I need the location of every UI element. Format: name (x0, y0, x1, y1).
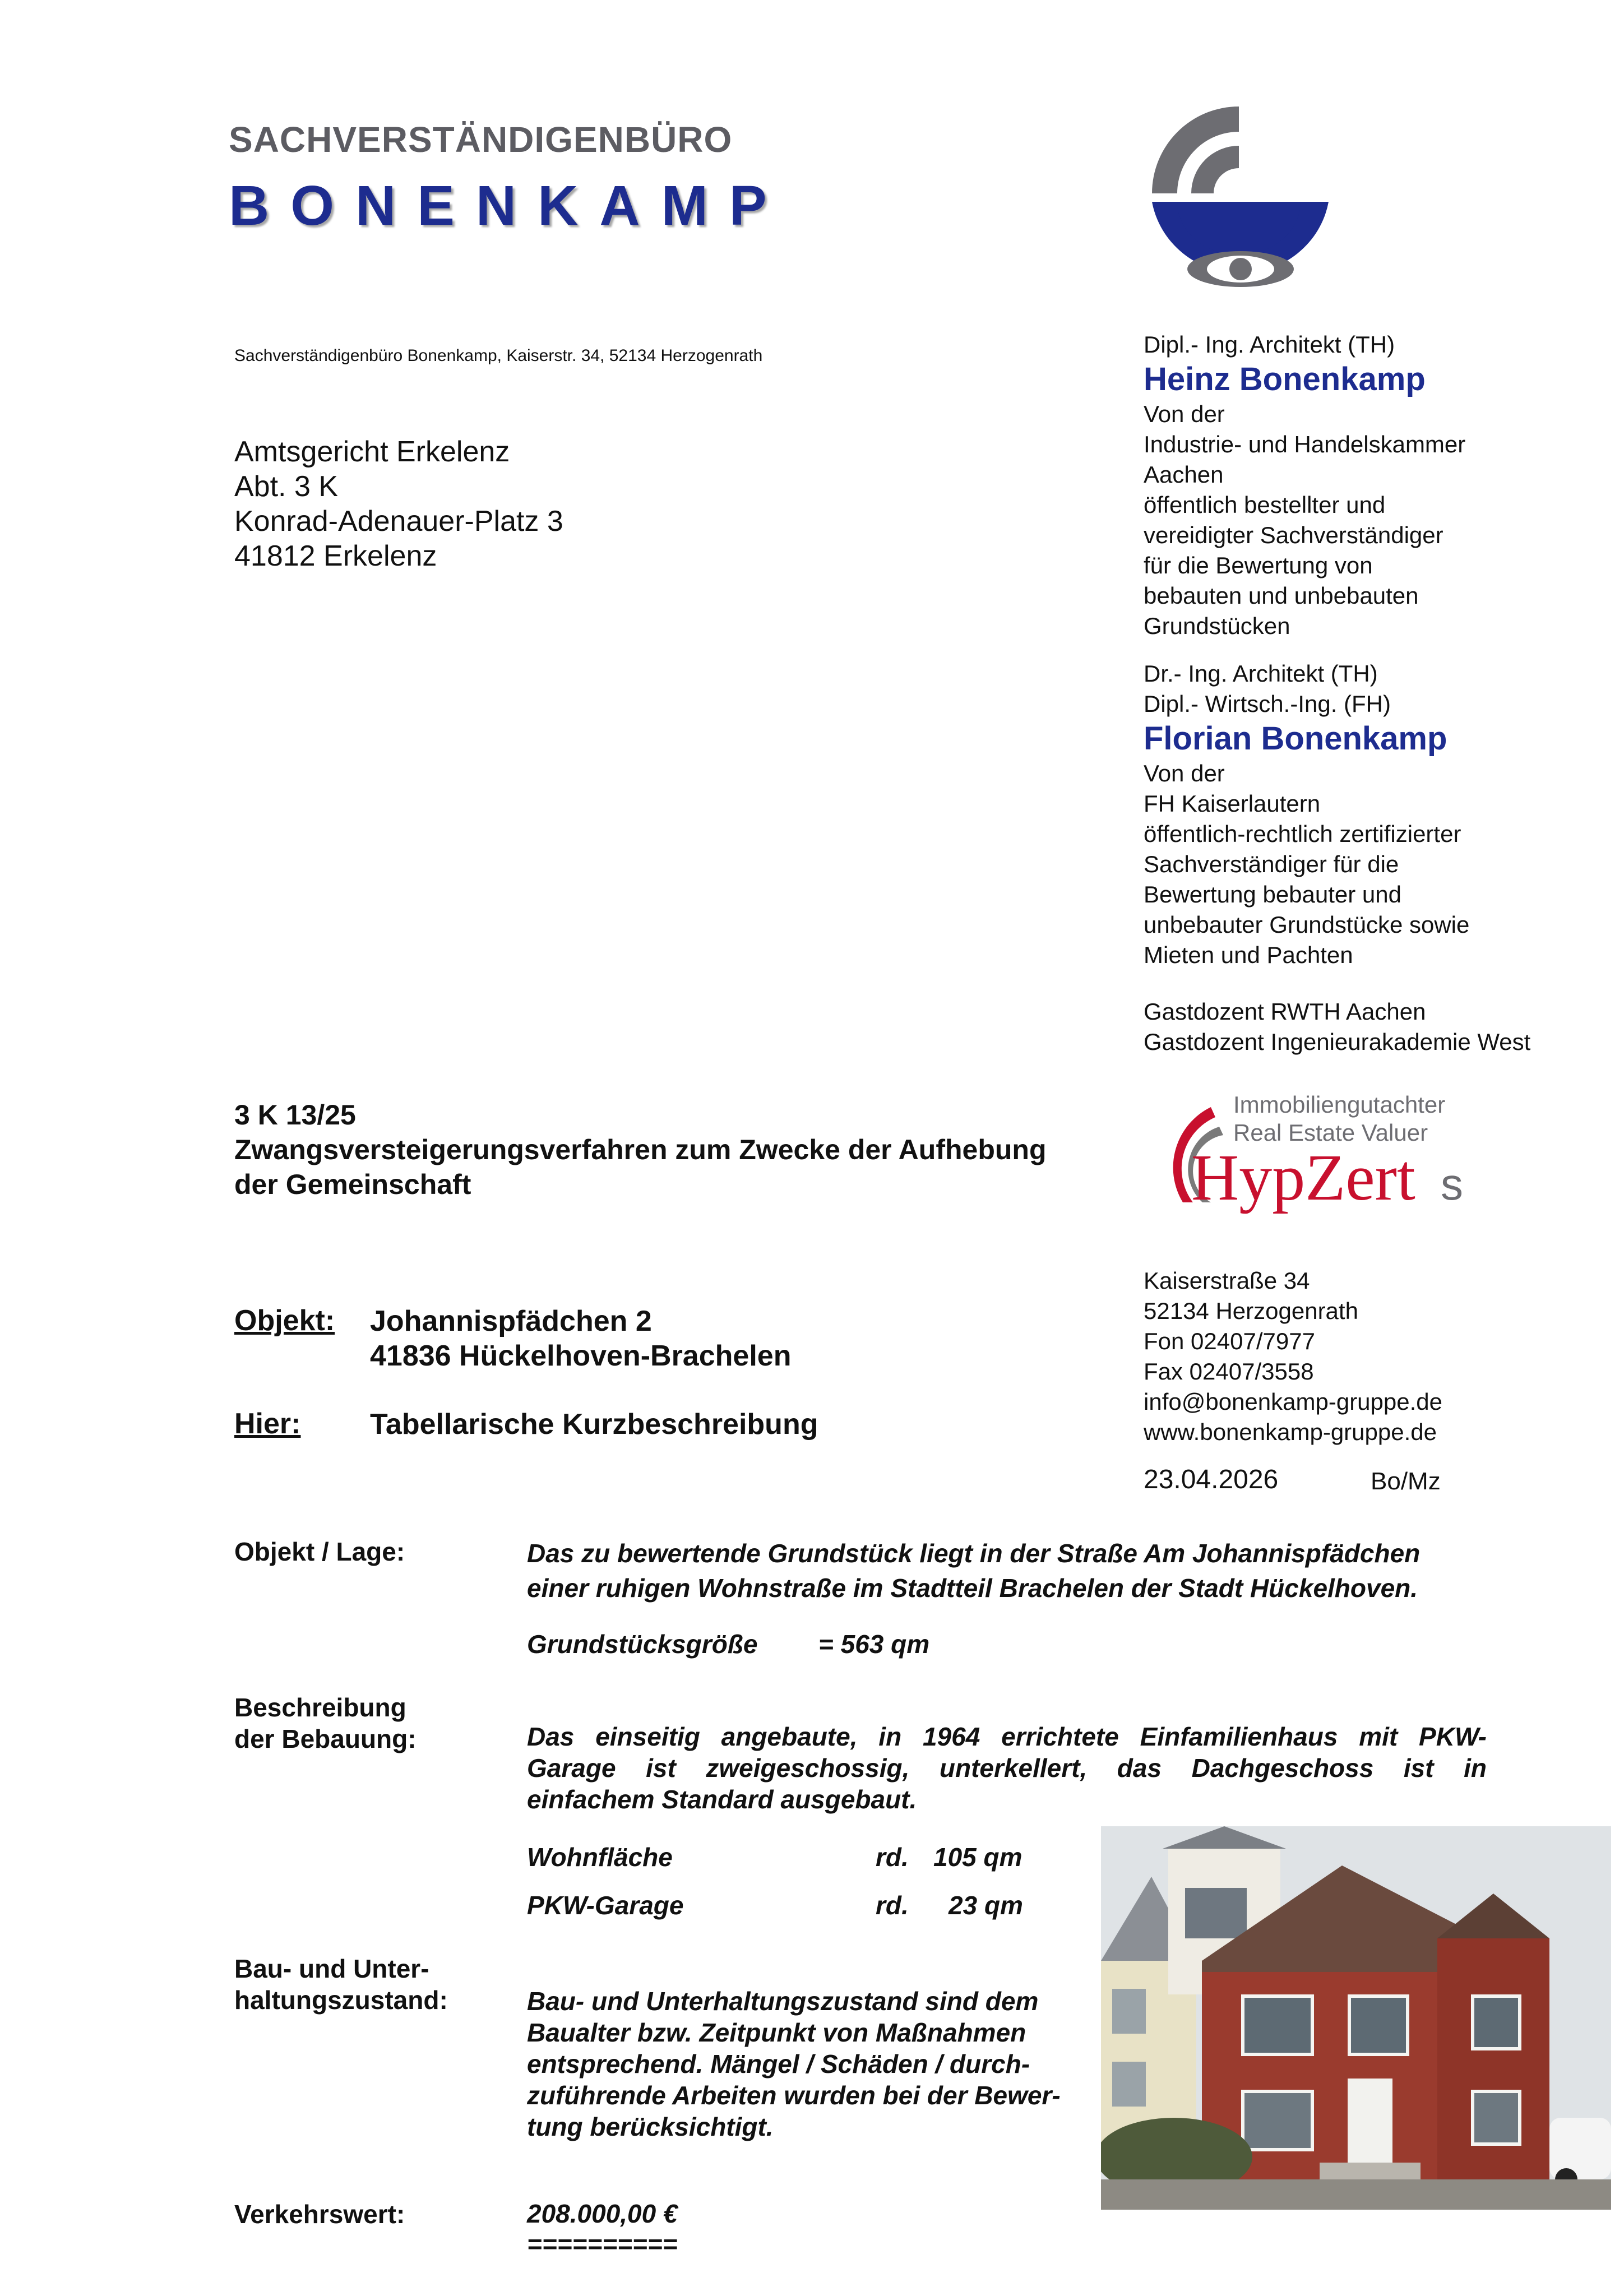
bebauung-label (234, 1692, 417, 1755)
garage-rd: rd. (876, 1891, 909, 1920)
reference-code: Bo/Mz (1371, 1468, 1441, 1495)
zustand-line: Baualter bzw. Zeitpunkt von Maßnahmen (527, 2018, 1026, 2047)
garage-label: PKW-Garage (527, 1891, 684, 1920)
hypzert-line1: Immobiliengutachter (1233, 1091, 1446, 1118)
case-title: der Gemeinschaft (234, 1169, 471, 1200)
recipient-line: 41812 Erkelenz (234, 540, 437, 572)
garage-value: 23 qm (949, 1891, 1023, 1920)
expert-desc-line: Grundstücken (1144, 613, 1290, 639)
expert-desc-line: öffentlich-rechtlich zertifizierter (1144, 821, 1461, 847)
bebauung-text (527, 1721, 1487, 1815)
hypzert-line2: Real Estate Valuer (1233, 1119, 1428, 1146)
object-city: 41836 Hückelhoven-Brachelen (370, 1340, 792, 1372)
expert-heinz (1144, 330, 1465, 641)
verkehrswert-label: Verkehrswert: (234, 2200, 405, 2229)
expert-desc-line: Industrie- und Handelskammer (1144, 431, 1466, 457)
bebauung-line: Garage ist zweigeschossig, unterkellert, das Dachgeschoss ist in (527, 1753, 1487, 1783)
grund-value: = 563 qm (818, 1630, 930, 1659)
expert-florian (1144, 659, 1469, 970)
grund-label: Grundstücksgröße (527, 1630, 758, 1659)
lage-text (527, 1536, 1487, 1605)
case-number: 3 K 13/25 (234, 1099, 356, 1131)
firm-name: BONENKAMP (229, 174, 788, 237)
expert-desc-line: Sachverständiger für die (1144, 851, 1399, 877)
expert-desc-line: FH Kaiserlautern (1144, 790, 1321, 817)
expert-desc-line: unbebauter Grundstücke sowie (1144, 911, 1470, 938)
expert-title: Dipl.- Wirtsch.-Ing. (FH) (1144, 691, 1391, 717)
hypzert-brand: HypZert (1191, 1141, 1415, 1214)
lecturer-line: Gastdozent Ingenieurakademie West (1144, 1029, 1531, 1055)
expert-desc-line: Aachen (1144, 461, 1224, 488)
expert-desc-line: öffentlich bestellter und (1144, 492, 1386, 518)
hier-value: Tabellarische Kurzbeschreibung (370, 1408, 818, 1441)
expert-desc-line: Von der (1144, 760, 1225, 786)
sender-address-line: Sachverständigenbüro Bonenkamp, Kaiserstr. 34, 52134 Herzogenrath (234, 346, 763, 365)
expert-desc-line: Bewertung bebauter und (1144, 881, 1402, 908)
expert-desc-line: für die Bewertung von (1144, 552, 1373, 578)
bonenkamp-logo-eye-icon (1138, 95, 1351, 297)
lecturer-info (1144, 997, 1530, 1057)
object-street: Johannispfädchen 2 (370, 1305, 652, 1337)
hypzert-logo (1149, 1085, 1486, 1219)
contact-line: Fon 02407/7977 (1144, 1328, 1315, 1354)
lecturer-line: Gastdozent RWTH Aachen (1144, 998, 1426, 1025)
zustand-label-line: haltungszustand: (234, 1985, 448, 2015)
zustand-line: tung berücksichtigt. (527, 2112, 774, 2141)
recipient-line: Amtsgericht Erkelenz (234, 436, 510, 468)
lage-line: einer ruhigen Wohnstraße im Stadtteil Brachelen der Stadt Hückelhoven. (527, 1573, 1418, 1603)
bebauung-label-line: der Bebauung: (234, 1724, 417, 1753)
verkehrswert-underline: ========== (527, 2229, 678, 2258)
bebauung-line: Das einseitig angebaute, in 1964 errichtete Einfamilienhaus mit PKW- (527, 1722, 1487, 1751)
expert-title: Dr.- Ing. Architekt (TH) (1144, 660, 1378, 687)
contact-block (1144, 1266, 1442, 1447)
recipient-line: Abt. 3 K (234, 470, 338, 503)
expert-desc-line: Von der (1144, 401, 1225, 427)
hier-label: Hier: (234, 1408, 301, 1440)
house-photo (1101, 1826, 1611, 2210)
object-label: Objekt: (234, 1304, 335, 1337)
document-date: 23.04.2026 (1144, 1465, 1279, 1494)
case-title: Zwangsversteigerungsverfahren zum Zwecke der Aufhebung (234, 1134, 1047, 1165)
contact-line: 52134 Herzogenrath (1144, 1298, 1358, 1324)
wohnflaeche-rd: rd. (876, 1843, 909, 1872)
verkehrswert-value: 208.000,00 € (527, 2199, 678, 2228)
wohnflaeche-label: Wohnfläche (527, 1843, 673, 1872)
zustand-label (234, 1953, 448, 2016)
lage-label: Objekt / Lage: (234, 1537, 405, 1566)
lage-line: Das zu bewertende Grundstück liegt in der Straße Am Johannispfädchen (527, 1539, 1421, 1568)
bebauung-line: einfachem Standard ausgebaut. (527, 1785, 917, 1814)
expert-name: Heinz Bonenkamp (1144, 361, 1426, 397)
bebauung-label-line: Beschreibung (234, 1693, 406, 1722)
zustand-label-line: Bau- und Unter- (234, 1954, 429, 1983)
firm-top-title: SACHVERSTÄNDIGENBÜRO (229, 119, 733, 160)
object-address (370, 1304, 791, 1373)
recipient-address (234, 434, 563, 573)
contact-website: www.bonenkamp-gruppe.de (1144, 1419, 1437, 1445)
zustand-line: zuführende Arbeiten wurden bei der Bewer- (527, 2081, 1061, 2110)
contact-line: Kaiserstraße 34 (1144, 1267, 1310, 1294)
expert-name: Florian Bonenkamp (1144, 720, 1447, 757)
expert-desc-line: Mieten und Pachten (1144, 942, 1353, 968)
contact-email: info@bonenkamp-gruppe.de (1144, 1388, 1442, 1415)
expert-title: Dipl.- Ing. Architekt (TH) (1144, 331, 1395, 358)
wohnflaeche-value: 105 qm (933, 1843, 1022, 1872)
zustand-text (527, 1985, 1099, 2142)
expert-desc-line: vereidigter Sachverständiger (1144, 522, 1443, 548)
case-header (234, 1098, 1047, 1202)
contact-line: Fax 02407/3558 (1144, 1358, 1314, 1385)
zustand-line: entsprechend. Mängel / Schäden / durch- (527, 2049, 1030, 2079)
hypzert-suffix: s (1441, 1159, 1463, 1209)
zustand-line: Bau- und Unterhaltungszustand sind dem (527, 1987, 1039, 2016)
expert-desc-line: bebauten und unbebauten (1144, 582, 1419, 609)
recipient-line: Konrad-Adenauer-Platz 3 (234, 505, 563, 538)
